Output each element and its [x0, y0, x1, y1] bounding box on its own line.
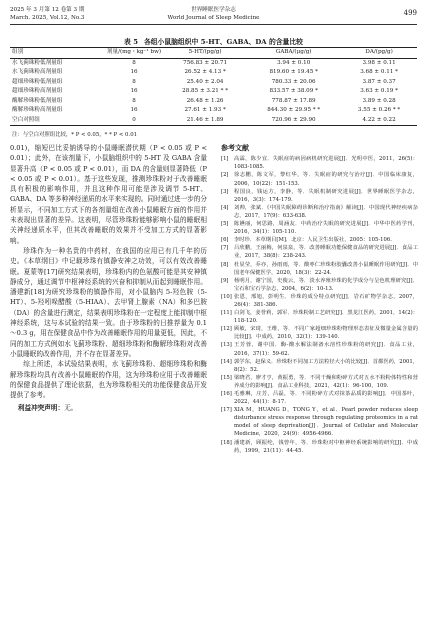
reference-text: 吕欣鹏，王丽梅，何泉泉，等．改善睡眠功能保健食品的研究进展[J]．食品工业，2017，38(8)：238-243.: [234, 245, 418, 260]
reference-number: [2]: [221, 172, 229, 179]
table-caption: [0, 36, 427, 46]
header-journal: [10, 6, 417, 22]
table-cell: 8: [132, 59, 136, 66]
reference-item: [221, 390, 418, 406]
reference-text: 白剑飞，姜誉莉，郭军．珍珠粉制工艺研究[J]．黑龙江医药，2001，14(2)：118-120.: [234, 310, 418, 325]
table-cell: 8: [132, 97, 136, 104]
column-header: GABA/(μg/g): [275, 49, 312, 55]
table-cell: 16: [130, 107, 138, 113]
table-row: [10, 87, 417, 97]
reference-number: [1]: [221, 156, 229, 163]
reference-text: 毛雅琳，庄芳，吕磊，等．不同粉碎方式对抹茶品质的影响[J]．中国茶叶，2022，44(1)：8-17.: [234, 391, 418, 406]
reference-number: [8]: [221, 261, 229, 268]
reference-text: 潘建新，顾振纶，钱曾年，等．珍珠粉对中枢神经系统影响的研究[J]．中成药，1999，21(11)：44-45.: [234, 439, 418, 454]
table-cell: 4.22 ± 0.22: [362, 116, 396, 123]
reference-item: [221, 406, 418, 438]
reference-number: [9]: [221, 277, 229, 284]
table-cell: 水飞蓟珠粉低剂量组: [12, 59, 63, 66]
table-cell: 酶解珍珠粉高剂量组: [12, 107, 63, 113]
reference-number: [17]: [221, 407, 232, 414]
reference-number: [5]: [221, 221, 229, 228]
table-cell: 16: [130, 69, 138, 75]
table-cell: 778.87 ± 17.89: [271, 97, 316, 104]
header-issue-cn: 2025 年 3 月第 12 卷第 3 期: [10, 7, 85, 13]
table-cell: 756.83 ± 20.71: [183, 59, 228, 66]
body-paragraph: 0.01)，缩短巴比妥钠诱导的小鼠睡眠潜伏期（P < 0.05 或 P < 0.01）；此外，在该剂量下，小鼠脑组织中的 5-HT 及 GABA 含量显著升高（P < 0.05 或 P < 0.01），而 DA 的含量则显著降低（P < 0.05 或 P < 0.01）。基于这些发现，推测珍珠粉对于改善睡眠具有积极的影响作用，并且这种作用可能是涉及调节 5-HT、GABA、DA 等多种神经递质的水平来实现的。同时通过进一步的分析显示，不同加工方式下的各剂量组在改善小鼠睡眠方面的作用并未表现出显著的差异。这表明，尽管珍珠粉能够影响小鼠的睡眠相关神经递质水平，但其改善睡眠的效果并不受加工方式的显著影响。: [10, 144, 207, 245]
reference-text: 徐志鹏，陈文军，黎红华，等．失眠症的研究与治疗[J]．中国临床康复，2006，10(22)：151-153.: [234, 172, 418, 187]
table-cell: 水飞蓟珠粉高剂量组: [12, 69, 63, 75]
table-cell: 8: [132, 78, 136, 85]
header-issue-en: March. 2025, Vol.12, No.3: [10, 15, 85, 21]
table-row: [10, 68, 417, 78]
references-section: [221, 143, 418, 455]
table-cell: 超细珍珠粉低剂量组: [12, 78, 63, 85]
reference-item: [221, 220, 418, 236]
reference-text: XIA M，HUANG D，TONG Y，et al．Pearl powder reduces sleep disturbance stress response through regulating proteomics in a rat model of sleep deprivation[J]．Journal of Cellular and Molecular Medicine，2020，24(9)：4956-4966.: [234, 407, 418, 438]
table-cell: 3.94 ± 0.10: [277, 59, 311, 66]
body-column-left: [10, 143, 207, 414]
reference-item: [221, 155, 418, 171]
reference-text: 刘帅，张斌．《中国失眠障碍诊断和治疗指南》解读[J]．中国现代神经疾病杂志，2017，17(9)：633-638.: [234, 204, 418, 219]
column-header: 5-HT/(pg/g): [188, 49, 222, 55]
table-cell: 3.87 ± 0.37: [362, 78, 396, 85]
column-header: DA/(pg/g): [365, 49, 393, 55]
reference-text: 张恩，邢旭，彭明生．珍珠的成分特点研究[J]．岩石矿物学杂志，2007，26(4)：381-386.: [234, 293, 418, 308]
reference-item: [221, 236, 418, 244]
table-cell: 28.85 ± 3.21 * *: [182, 88, 229, 94]
reference-text: 程国良，钱运方，李静，等．失眠机制研究进展[J]．世界睡眠医学杂志，2016，3(3)：174-179.: [234, 188, 418, 203]
reference-number: [18]: [221, 439, 232, 446]
reference-text: 郭学东，赵保义．珍珠粉不同加工方法粒径大小的比较[J]．首都医药，2001，8(2)：52.: [234, 358, 418, 373]
table-cell: 3.98 ± 0.11: [362, 59, 396, 66]
reference-item: [221, 309, 418, 325]
reference-item: [221, 204, 418, 220]
reference-item: [221, 439, 418, 455]
table-cell: 833.57 ± 38.09 *: [269, 88, 318, 94]
reference-number: [16]: [221, 391, 232, 398]
reference-number: [4]: [221, 204, 229, 211]
reference-text: 顾敏，宋琦，王维，等．不同广家超细珍珠粉物理形态表征及微量金属含量的比较[J]．中成药，2010，32(1)：139-140.: [234, 326, 418, 341]
reference-text: 王芳蓉，谢中国．酶-酸水解法制备水溶性珍珠粉的研究[J]．食品工业，2016，37(1)：59-62.: [234, 342, 418, 357]
reference-number: [14]: [221, 358, 232, 365]
table-note: 注：与空白对照组比较，* P < 0.05，* * P < 0.01: [12, 132, 138, 138]
table-cell: 844.30 ± 29.95 * *: [267, 107, 321, 113]
page-number: 499: [403, 9, 417, 17]
body-paragraph: 珍珠作为一种名贵的中药材，在我国的应用已有几千年的历史。《本草纲目》中记载珍珠有镇静安神之功效，可以有效改善睡眠。夏蒙等[17]研究结果表明，珍珠粉内的色氨酸可能是其安神镇静成分，通过调节中枢神经系统的兴奋和抑制从而起到睡眠作用。潘建新[18]为研究珍珠粉的镇静作用，对小鼠脑内 5-羟色胺（5-HT）、5-羟吲哚醋酸（5-HIAA）、去甲肾上腺素（NA）和多巴胺（DA）的含量进行测定，结果表明珍珠粉在一定程度上能抑制中枢神经系统，这与本试验的结果一致。由于珍珠粉的日推荐量为 0.1～0.3 g，用在保健食品中作为改善睡眠作用的用量更低，因此，不同的加工方式例如水飞蓟珍珠粉、超细珍珠粉和酶解珍珠粉对改善小鼠睡眠的改善作用，并不存在显著差异。: [10, 246, 207, 358]
reference-item: [221, 277, 418, 293]
conflict-text: 无。: [64, 404, 78, 413]
table-label: 表 5: [124, 38, 138, 46]
reference-number: [10]: [221, 293, 232, 300]
conflict-statement: [10, 403, 207, 413]
reference-number: [12]: [221, 326, 232, 333]
table-cell: 3.55 ± 0.26 * *: [357, 107, 401, 113]
reference-number: [7]: [221, 245, 229, 252]
reference-item: [221, 188, 418, 204]
reference-number: [11]: [221, 310, 232, 317]
table-row: [10, 116, 417, 126]
reference-text: 杨明月，谢宁国，史俊云，等．淡水养殖珍珠的化学成分与呈色机理研究[J]．宝石和宝石学杂志，2004，6(2)：10-13.: [234, 277, 418, 292]
table-cell: 21.46 ± 1.89: [186, 116, 224, 123]
header-journal-en: World Journal of Sleep Medicine: [167, 15, 260, 21]
reference-item: [221, 341, 418, 357]
body-paragraph: 综上所述，本试验结果表明，水飞蓟珍珠粉、超细珍珠粉和酶解珍珠粉均具有改善小鼠睡眠的作用，这为珍珠粉应用于改善睡眠的保健食品提供了理论依据，也为珍珠粉相关的功能保健食品开发提供了参考。: [10, 360, 207, 400]
reference-item: [221, 358, 418, 374]
running-header: [10, 6, 417, 30]
reference-number: [3]: [221, 188, 229, 195]
header-journal-cn: 世界睡眠医学杂志: [191, 7, 236, 13]
table-cell: 16: [130, 88, 138, 94]
table-cell: 720.96 ± 29.90: [271, 116, 316, 123]
table-row: [10, 58, 417, 68]
reference-text: 梁晓君，廖才亨，黄振勇，等．不同干燥和粉碎方式对五水不粉粉体特性和营养成分的影响[J]．食品工业科技，2021，42(1)：96-100，109.: [234, 374, 418, 389]
table-row: [10, 78, 417, 88]
reference-item: [221, 374, 418, 390]
table-cell: 26.52 ± 4.13 *: [184, 69, 226, 75]
reference-item: [221, 325, 418, 341]
reference-text: 陈嬿丽，何思路，周涵友．中药治疗失眠的研究进展[J]．中华中医药学刊，2016，34(1)：105-110.: [234, 221, 418, 236]
table-cell: 3.63 ± 0.19 *: [360, 88, 398, 94]
reference-list: [221, 155, 418, 454]
reference-number: [13]: [221, 342, 232, 349]
neurotransmitter-table: [10, 47, 417, 126]
reference-text: 李时珍．本草纲目[M]．北京：人民卫生出版社，2005：105-106.: [234, 237, 392, 244]
table-cell: 空白对照组: [12, 116, 40, 123]
column-header: 组别: [12, 49, 24, 55]
table-cell: 3.68 ± 0.11 *: [360, 69, 398, 75]
header-rule: [10, 24, 417, 25]
table-cell: 3.89 ± 0.28: [362, 97, 396, 104]
reference-number: [15]: [221, 374, 232, 381]
column-header: 剂量/(mg・kg⁻¹ bw): [106, 49, 162, 55]
table-header-row: [10, 48, 417, 59]
table-row: [10, 106, 417, 116]
conflict-label: 利益冲突声明：: [17, 404, 65, 413]
table-cell: 酶解珍珠粉低剂量组: [12, 97, 63, 104]
table-row: [10, 97, 417, 107]
table-cell: 超细珍珠粉高剂量组: [12, 88, 63, 94]
table-cell: 0: [132, 116, 136, 123]
table-cell: 25.40 ± 2.04: [186, 78, 224, 85]
references-heading: 参考文献: [221, 143, 249, 152]
reference-item: [221, 171, 418, 187]
table-cell: 819.60 ± 19.45 *: [269, 69, 318, 75]
reference-text: 高霖，陈少宜．失眠症的病因病机研究进展[J]．光明中医，2011，26(5)：1083-1085.: [234, 156, 418, 171]
reference-item: [221, 261, 418, 277]
table-cell: 27.61 ± 1.93 *: [184, 107, 226, 113]
reference-item: [221, 244, 418, 260]
table-title: 各组小鼠脑组织中 5-HT、GABA、DA 的含量比较: [143, 38, 303, 46]
reference-number: [6]: [221, 237, 229, 244]
table-cell: 780.33 ± 20.06: [271, 78, 316, 85]
table-cell: 26.48 ± 1.26: [186, 97, 224, 104]
reference-item: [221, 293, 418, 309]
reference-text: 杜显莹，乔亦，孙雨雨，等．酸枣仁珍珠粉胶囊改善小鼠睡眠作用研究[J]．中国老年保健医学，2020，18(3)：22-24.: [234, 261, 418, 276]
